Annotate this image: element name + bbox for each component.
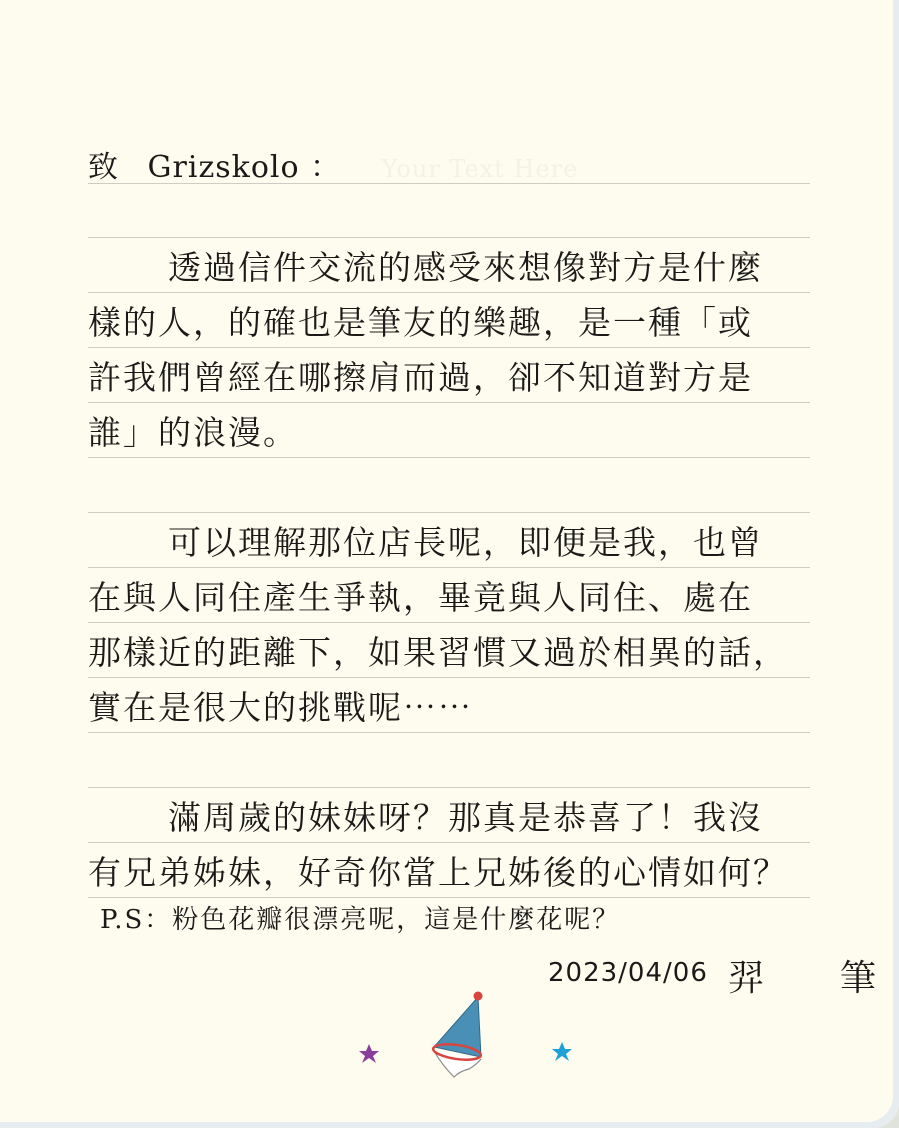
ruled-line <box>88 622 810 623</box>
party-decoration <box>350 985 600 1085</box>
star-icon <box>552 1042 572 1061</box>
paragraph-1-line-3: 許我們曾經在哪擦肩而過，卻不知道對方是 <box>88 358 753 397</box>
star-icon <box>359 1044 379 1063</box>
ruled-line <box>88 897 810 898</box>
greeting-prefix: 致 <box>88 150 119 185</box>
paragraph-2-line-1: 可以理解那位店長呢，即便是我，也曾 <box>168 523 763 562</box>
ruled-line <box>88 787 810 788</box>
paragraph-3-line-2: 有兄弟姊妹，好奇你當上兄姊後的心情如何？ <box>88 853 788 892</box>
ruled-line <box>88 237 810 238</box>
signature: 羿 筆 <box>728 958 897 999</box>
greeting-line <box>88 142 578 186</box>
paragraph-2-line-3: 那樣近的距離下，如果習慣又過於相異的話， <box>88 633 788 672</box>
recipient-name: Grizskolo <box>147 150 300 185</box>
greeting-colon: ： <box>310 150 342 185</box>
ruled-line <box>88 457 810 458</box>
ruled-line <box>88 292 810 293</box>
paragraph-3-line-1: 滿周歲的妹妹呀？那真是恭喜了！我沒 <box>168 798 763 837</box>
placeholder-text: Your Text Here <box>381 155 579 183</box>
ruled-line <box>88 567 810 568</box>
postscript: P.S：粉色花瓣很漂亮呢，這是什麼花呢？ <box>100 905 621 935</box>
ruled-line <box>88 512 810 513</box>
paragraph-2-line-4: 實在是很大的挑戰呢⋯⋯ <box>88 688 473 727</box>
letter-date: 2023/04/06 <box>548 958 708 988</box>
ruled-line <box>88 732 810 733</box>
ruled-line <box>88 402 810 403</box>
ruled-line <box>88 347 810 348</box>
paragraph-2-line-2: 在與人同住產生爭執，畢竟與人同住、處在 <box>88 578 753 617</box>
ruled-line <box>88 842 810 843</box>
paragraph-1-line-1: 透過信件交流的感受來想像對方是什麼 <box>168 248 763 287</box>
paragraph-1-line-4: 誰」的浪漫。 <box>88 413 298 452</box>
ruled-line <box>88 677 810 678</box>
party-hat-icon <box>432 992 482 1078</box>
paragraph-1-line-2: 樣的人，的確也是筆友的樂趣，是一種「或 <box>88 303 753 342</box>
